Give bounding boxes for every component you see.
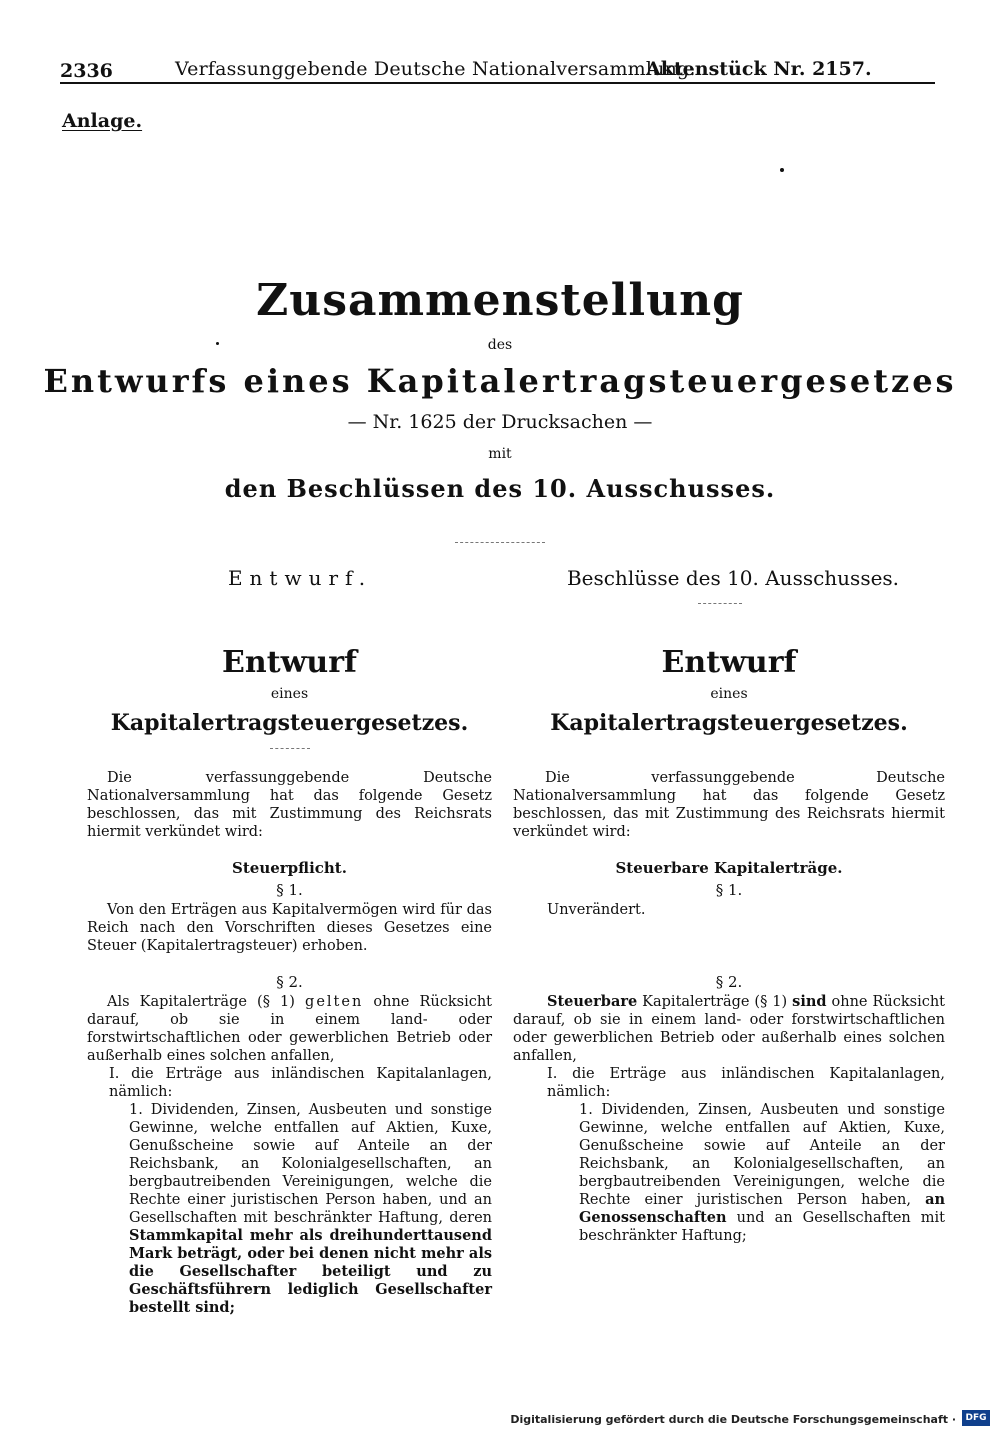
document-number: Aktenstück Nr. 2157. <box>646 58 872 80</box>
right-item-1-bold: an Genossenschaften <box>579 1191 945 1226</box>
right-s1-label: § 1. <box>715 881 743 899</box>
decorative-rule <box>270 748 310 749</box>
right-item-1 <box>579 1101 945 1245</box>
left-s2-part1: Als Kapitalerträge (§ 1) <box>107 994 306 1010</box>
right-s2-bold1: Steuerbare <box>547 993 638 1010</box>
right-preamble: Die verfassunggebende Deutsche Nationalversammlung hat das folgende Gesetz beschlossen, das mit Zustimmung des Reichsrats hiermit verkündet wird: <box>513 770 945 840</box>
right-s1-text: Unverändert. <box>547 902 646 918</box>
left-section-heading: Steuerpflicht. <box>232 859 347 877</box>
left-s2-text <box>87 993 492 1065</box>
dfg-logo: DFG <box>962 1410 990 1426</box>
left-item-1 <box>129 1101 492 1317</box>
title-line-3: den Beschlüssen des 10. Ausschusses. <box>224 474 776 503</box>
anlage-label: Anlage. <box>62 110 143 132</box>
header-rule <box>60 82 935 84</box>
right-s2-text <box>513 993 945 1065</box>
right-s2-bold2: sind <box>792 993 827 1010</box>
right-s2-label: § 2. <box>715 973 743 991</box>
left-law-title: Kapitalertragsteuergesetzes. <box>110 710 469 736</box>
left-item-1-normal: 1. Dividenden, Zinsen, Ausbeuten und sonstige Gewinne, welche entfallen auf Aktien, Kuxe, Genußscheine sowie auf Anteile an der Reichsbank, an Kolonialgesellschaften, an bergbautreibenden Vereinigungen, welche die Rechte einer juristischen Person haben, und an Gesellschaften mit beschränkter Haftung, deren <box>129 1102 492 1226</box>
title-mit: mit <box>488 446 512 462</box>
left-item-1-bold: Stammkapital mehr als dreihunderttausend Mark beträgt, oder bei denen nicht mehr als die Gesellschafter beteiligt und zu Geschäftsführern lediglich Gesellschafter bestellt sind; <box>129 1227 492 1316</box>
right-law-title: Kapitalertragsteuergesetzes. <box>550 710 908 736</box>
running-title: Verfassunggebende Deutsche Nationalversammlung. <box>175 58 696 80</box>
decorative-rule <box>698 603 742 604</box>
right-eines: eines <box>710 686 748 702</box>
right-column <box>513 645 945 1245</box>
left-eines: eines <box>270 686 309 702</box>
decorative-rule <box>455 542 545 543</box>
title-line-1: Entwurfs eines Kapitalertragsteuergesetzes <box>43 362 957 400</box>
right-column-heading: Beschlüsse des 10. Ausschusses. <box>566 566 900 590</box>
right-item-I: I. die Erträge aus inländischen Kapitalanlagen, nämlich: <box>547 1066 945 1100</box>
title-des: des <box>487 337 513 353</box>
left-s2-spaced: gelten <box>305 994 364 1010</box>
main-title: Zusammenstellung <box>256 275 744 326</box>
left-column <box>87 645 492 1317</box>
left-s2-part2: ohne Rücksicht darauf, ob sie in einem land- oder forstwirtschaftlichen oder gewerblichen Betrieb oder außerhalb eines solchen anfallen, <box>87 994 492 1064</box>
right-section-heading: Steuerbare Kapitalerträge. <box>615 859 843 877</box>
left-column-heading: Entwurf. <box>227 566 373 590</box>
left-s1-text: Von den Erträgen aus Kapitalvermögen wird für das Reich nach den Vorschriften dieses Gesetzes eine Steuer (Kapitalertragsteuer) erhoben. <box>87 902 492 954</box>
footer-credit: Digitalisierung gefördert durch die Deutsche Forschungsgemeinschaft · <box>510 1413 956 1426</box>
left-s2-label: § 2. <box>276 973 303 991</box>
right-s2-mid: Kapitalerträge (§ 1) <box>637 994 793 1010</box>
left-item-I: I. die Erträge aus inländischen Kapitalanlagen, nämlich: <box>109 1066 492 1100</box>
title-line-2: — Nr. 1625 der Drucksachen — <box>347 411 653 433</box>
left-entwurf-title: Entwurf <box>222 645 357 680</box>
left-s1-label: § 1. <box>276 881 303 899</box>
left-preamble: Die verfassunggebende Deutsche Nationalversammlung hat das folgende Gesetz beschlossen, das mit Zustimmung des Reichsrats hiermit verkündet wird: <box>87 770 492 840</box>
right-s2-rest: ohne Rücksicht darauf, ob sie in einem land- oder forstwirtschaftlichen oder gewerblichen Betrieb oder außerhalb eines solchen anfallen, <box>513 994 945 1064</box>
right-item-1-normal: 1. Dividenden, Zinsen, Ausbeuten und sonstige Gewinne, welche entfallen auf Aktien, Kuxe, Genußscheine sowie auf Anteile an der Reichsbank, an Kolonialgesellschaften, an bergbautreibenden Vereinigungen, welche die Rechte einer juristischen Person haben, <box>579 1102 945 1208</box>
right-item-1-end: und an Gesellschaften mit beschränkter Haftung; <box>579 1210 945 1244</box>
speck-dot <box>780 168 784 172</box>
page-number: 2336 <box>60 60 113 82</box>
right-entwurf-title: Entwurf <box>661 645 797 680</box>
